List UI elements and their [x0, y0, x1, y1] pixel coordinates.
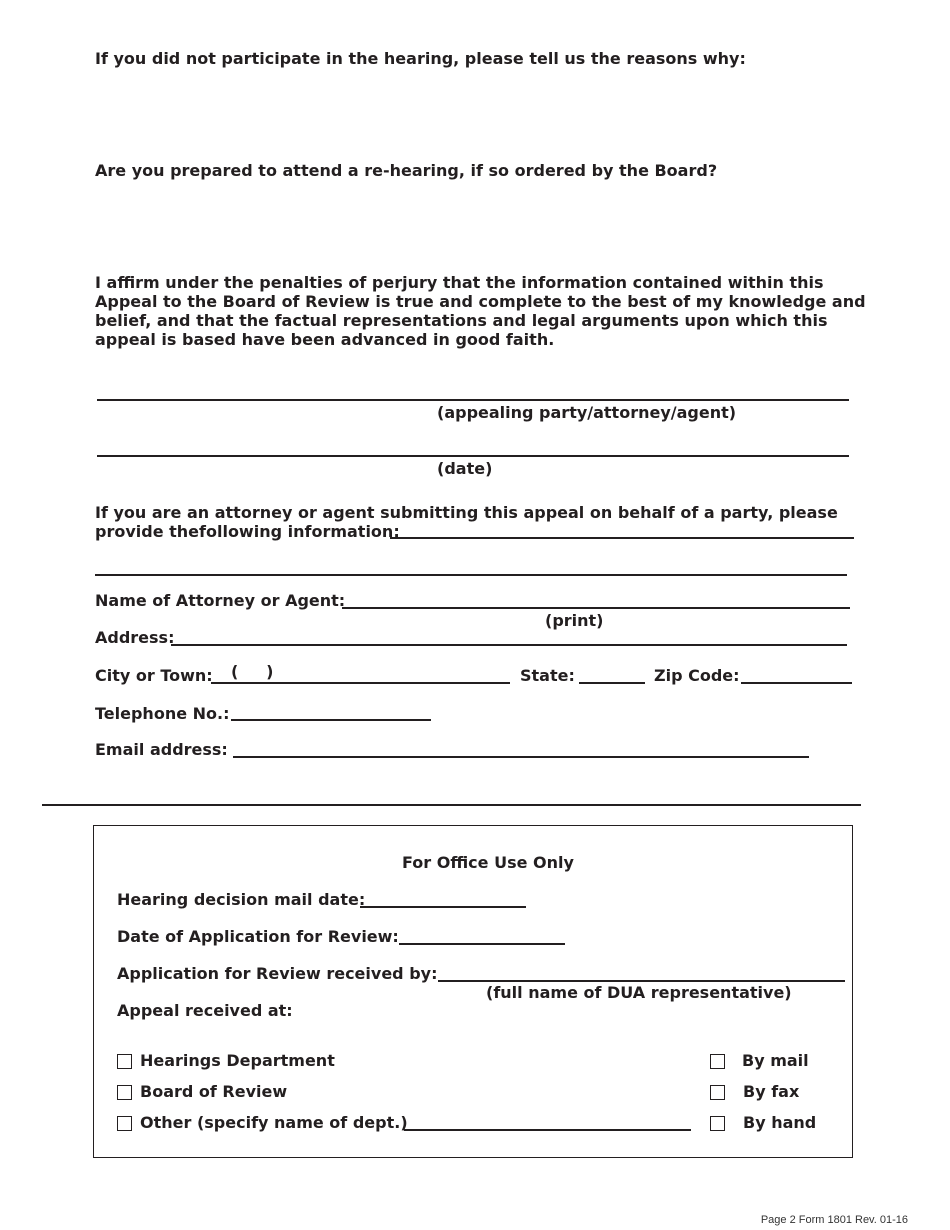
date-caption: (date) — [437, 459, 493, 478]
zip-field[interactable] — [741, 682, 852, 684]
office-use-title: For Office Use Only — [402, 853, 574, 872]
question-rehearing: Are you prepared to attend a re-hearing, if so ordered by the Board? — [95, 161, 718, 180]
state-label: State: — [520, 666, 575, 685]
telephone-field[interactable] — [231, 719, 431, 721]
hearings-department-checkbox[interactable] — [117, 1054, 132, 1069]
application-date-label: Date of Application for Review: — [117, 927, 399, 946]
other-department-label: Other (specify name of dept.) — [140, 1113, 408, 1132]
by-hand-label: By hand — [743, 1113, 817, 1132]
zip-label: Zip Code: — [654, 666, 740, 685]
by-hand-checkbox[interactable] — [710, 1116, 725, 1131]
attorney-info-line-2[interactable] — [95, 574, 847, 576]
by-fax-checkbox[interactable] — [710, 1085, 725, 1100]
application-date-field[interactable] — [399, 943, 565, 945]
other-department-field[interactable] — [404, 1129, 691, 1131]
by-fax-label: By fax — [743, 1082, 800, 1101]
attorney-name-field[interactable] — [342, 607, 850, 609]
signature-caption: (appealing party/attorney/agent) — [437, 403, 737, 422]
by-mail-checkbox[interactable] — [710, 1054, 725, 1069]
received-by-label: Application for Review received by: — [117, 964, 438, 983]
attorney-intro-line2: provide thefollowing information: — [95, 522, 400, 541]
address-label: Address: — [95, 628, 175, 647]
by-mail-label: By mail — [742, 1051, 809, 1070]
print-caption: (print) — [545, 611, 604, 630]
board-of-review-checkbox[interactable] — [117, 1085, 132, 1100]
dua-caption: (full name of DUA representative) — [486, 983, 792, 1002]
attorney-info-line[interactable] — [390, 537, 854, 539]
mail-date-label: Hearing decision mail date: — [117, 890, 366, 909]
telephone-label: Telephone No.: — [95, 704, 230, 723]
page-footer: Page 2 Form 1801 Rev. 01-16 — [760, 1214, 908, 1226]
mail-date-field[interactable] — [360, 906, 526, 908]
other-department-checkbox[interactable] — [117, 1116, 132, 1131]
address-field[interactable] — [171, 644, 847, 646]
email-field[interactable] — [233, 756, 809, 758]
affirmation-text: I affirm under the penalties of perjury that the information contained within this Appeal to the Board of Review is true and complete to the best of my knowledge and belief, and that the factual representations and legal arguments upon which this appeal is based have been advanced in good faith. — [95, 273, 866, 349]
received-by-field[interactable] — [438, 980, 845, 982]
attorney-intro-line1: If you are an attorney or agent submitting this appeal on behalf of a party, please — [95, 503, 838, 522]
date-line[interactable] — [97, 455, 849, 457]
attorney-name-label: Name of Attorney or Agent: — [95, 591, 346, 610]
city-label: City or Town: — [95, 666, 213, 685]
email-label: Email address: — [95, 740, 228, 759]
section-divider — [42, 804, 861, 806]
board-of-review-label: Board of Review — [140, 1082, 288, 1101]
office-use-box — [93, 825, 853, 1158]
question-participation: If you did not participate in the hearing, please tell us the reasons why: — [95, 49, 746, 68]
received-at-label: Appeal received at: — [117, 1001, 293, 1020]
city-field[interactable] — [211, 682, 510, 684]
area-code-parens: ( ) — [231, 662, 274, 681]
hearings-department-label: Hearings Department — [140, 1051, 335, 1070]
state-field[interactable] — [579, 682, 645, 684]
signature-line[interactable] — [97, 399, 849, 401]
